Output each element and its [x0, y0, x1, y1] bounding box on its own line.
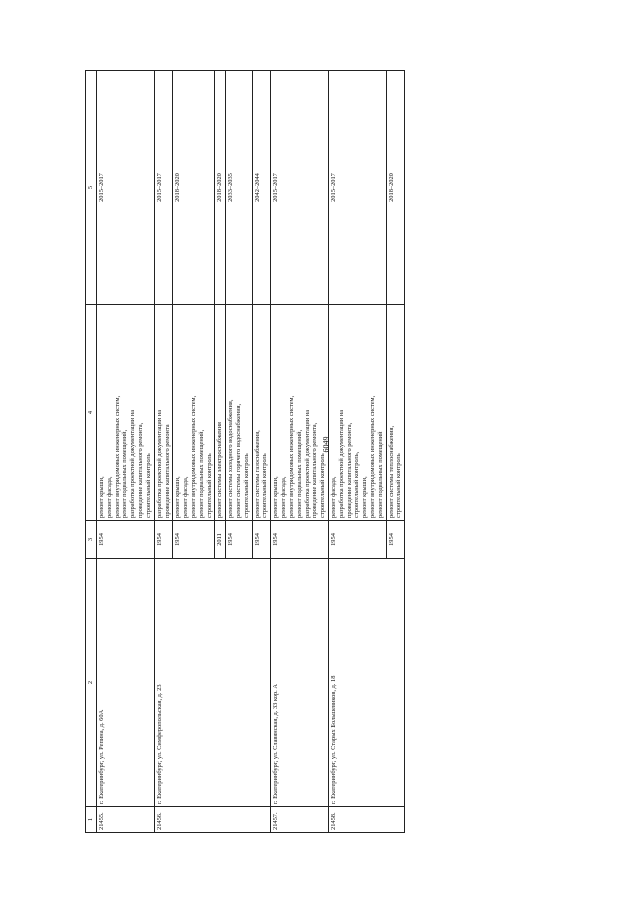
- repair-works: [215, 305, 226, 521]
- repair-work-line: разработка проектной документации на: [337, 409, 345, 518]
- planned-period: 2018–2020: [173, 71, 215, 305]
- repair-work-line: ремонт системы горячего водоснабжения,: [235, 403, 242, 518]
- column-header: 3: [86, 521, 97, 559]
- repair-work-line: проведение капитального ремонта,: [311, 422, 319, 518]
- commissioning-year: 1954: [173, 521, 215, 559]
- repair-work-line: строительный контроль: [319, 453, 327, 518]
- repair-work-line: проведение капитального ремонта,: [345, 422, 353, 518]
- building-address: г. Екатеринбург, ул. Славянская, д. 33 кор. А: [271, 559, 329, 807]
- planned-period: 2015–2017: [97, 71, 155, 305]
- repair-work-line: ремонт крыши,: [174, 476, 182, 518]
- building-address: г. Екатеринбург, ул. Симферопольская, д. 23: [154, 559, 271, 807]
- repair-work-line: разработка проектной документации на: [155, 409, 163, 518]
- repair-work-line: ремонт подвальных помещений,: [197, 429, 205, 518]
- repair-work-line: ремонт крыши,: [361, 476, 369, 518]
- planned-period: 2033–2035: [226, 71, 252, 305]
- repair-work-line: проведение капитального ремонта,: [137, 422, 145, 518]
- planned-period: 2042–2044: [252, 71, 271, 305]
- repair-work-line: строительный контроль: [205, 453, 213, 518]
- column-header: 1: [86, 807, 97, 833]
- repair-work-line: ремонт системы газоснабжения,: [253, 430, 261, 518]
- repair-work-line: ремонт внутридомовых инженерных систем,: [113, 395, 121, 518]
- planned-period: 2015–2017: [154, 71, 173, 305]
- repair-work-line: ремонт фасада,: [105, 476, 113, 518]
- repair-work-line: ремонт подвальных помещений,: [295, 429, 303, 518]
- building-address: г. Екатеринбург, ул. Старых Большевиков, д. 18: [328, 559, 404, 807]
- commissioning-year: 1954: [154, 521, 173, 559]
- commissioning-year: 2011: [215, 521, 226, 559]
- repair-work-line: ремонт внутридомовых инженерных систем,: [287, 395, 295, 518]
- column-header: 2: [86, 559, 97, 807]
- repair-works: [154, 305, 173, 521]
- repair-work-line: разработка проектной документации на: [129, 409, 137, 518]
- row-number: 21456.: [154, 807, 271, 833]
- repair-work-line: ремонт внутридомовых инженерных систем,: [189, 395, 197, 518]
- repair-work-line: ремонт подвальных помещений: [376, 431, 384, 518]
- repair-schedule-table: [85, 70, 405, 833]
- repair-work-line: ремонт подвальных помещений,: [121, 429, 129, 518]
- table-row: [328, 71, 386, 833]
- building-address: г. Екатеринбург, ул. Репина, д. 60А: [97, 559, 155, 807]
- repair-work-line: строительный контроль: [144, 453, 152, 518]
- repair-work-line: ремонт крыши,: [98, 476, 105, 518]
- repair-work-line: ремонт фасада,: [329, 476, 337, 518]
- commissioning-year: 1954: [252, 521, 271, 559]
- table-row: [271, 71, 329, 833]
- commissioning-year: 1954: [386, 521, 405, 559]
- row-number: 21457.: [271, 807, 329, 833]
- commissioning-year: 1954: [271, 521, 329, 559]
- repair-work-line: строительный контроль: [261, 453, 269, 518]
- repair-works: [226, 305, 252, 521]
- repair-work-line: строительный контроль: [395, 453, 403, 518]
- repair-works: [271, 305, 329, 521]
- row-number: 21455.: [97, 807, 155, 833]
- repair-work-line: строительный контроль: [242, 453, 250, 518]
- repair-work-line: ремонт системы холодного водоснабжения,: [227, 399, 235, 518]
- table-row: [154, 71, 173, 833]
- commissioning-year: 1954: [226, 521, 252, 559]
- repair-works: [386, 305, 405, 521]
- column-header: 5: [86, 71, 97, 305]
- table-body: [86, 71, 405, 833]
- planned-period: 2015–2017: [328, 71, 386, 305]
- rotated-sheet: [85, 71, 555, 833]
- row-number: 21458.: [328, 807, 404, 833]
- planned-period: 2018–2020: [386, 71, 405, 305]
- repair-works: [252, 305, 271, 521]
- planned-period: 2015–2017: [271, 71, 329, 305]
- repair-work-line: строительный контроль,: [353, 451, 361, 518]
- repair-work-line: ремонт фасада,: [182, 476, 190, 518]
- repair-works: [97, 305, 155, 521]
- column-number-row: [86, 71, 97, 833]
- repair-work-line: ремонт фасада,: [280, 476, 288, 518]
- column-header: 4: [86, 305, 97, 521]
- repair-work-line: разработка проектной документации на: [303, 409, 311, 518]
- repair-works: [173, 305, 215, 521]
- repair-work-line: ремонт системы электроснабжения: [216, 422, 224, 518]
- repair-work-line: ремонт внутридомовых инженерных систем,: [369, 395, 376, 518]
- repair-works: [328, 305, 386, 521]
- repair-work-line: проведение капитального ремонта: [163, 424, 171, 518]
- repair-work-line: ремонт крыши,: [272, 476, 280, 518]
- commissioning-year: 1954: [97, 521, 155, 559]
- table-row: [97, 71, 155, 833]
- commissioning-year: 1954: [328, 521, 386, 559]
- repair-work-line: ремонт системы теплоснабжения,: [387, 425, 395, 518]
- planned-period: 2018–2020: [215, 71, 226, 305]
- page-number: 6049: [321, 436, 331, 453]
